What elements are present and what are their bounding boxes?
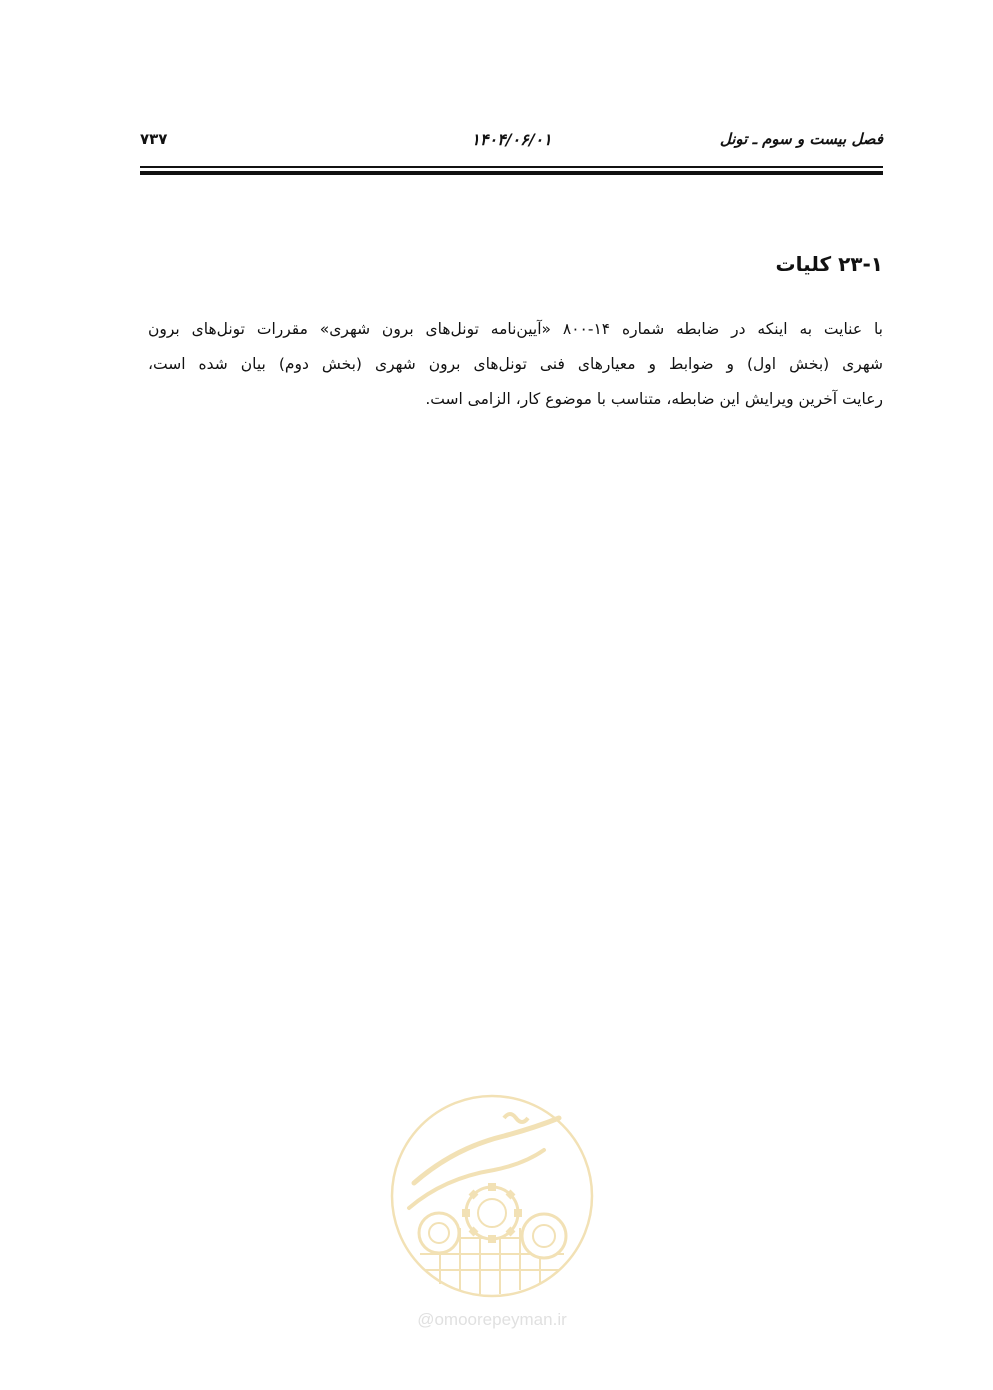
paragraph-line: با عنایت به اینکه در ضابطه شماره ۱۴-۸۰۰ «آیین‌نامه تونل‌های برون شهری» مقررات تونل‌های برون [148, 320, 883, 338]
watermark-url: @omoorepeyman.ir [417, 1310, 567, 1329]
paragraph-line: رعایت آخرین ویرایش این ضابطه، متناسب با موضوع کار، الزامی است. [425, 390, 883, 408]
header-date: ۱۴۰۴/۰۶/۰۱ [471, 130, 552, 149]
body-paragraph [148, 312, 883, 417]
section-heading: ۲۳-۱ کلیات [775, 252, 883, 276]
paragraph-line: شهری (بخش اول) و ضوابط و معیارهای فنی تونل‌های برون شهری (بخش دوم) بیان شده است، [148, 355, 883, 373]
page-number: ۷۳۷ [140, 130, 168, 148]
chapter-title: فصل بیست و سوم ـ تونل [719, 130, 883, 148]
header-rule-thick [140, 171, 883, 175]
watermark-logo [384, 1088, 600, 1304]
watermark [384, 1088, 600, 1338]
page-header [140, 130, 883, 160]
header-rule-thin [140, 166, 883, 168]
